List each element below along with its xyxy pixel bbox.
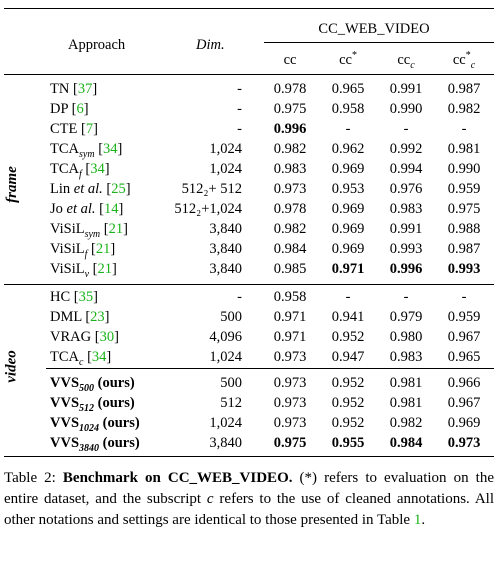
method-name: TN [37]: [50, 81, 98, 97]
method-base-name: TN: [50, 81, 70, 97]
citation-link[interactable]: 21: [97, 261, 113, 277]
header-rule: [4, 74, 494, 75]
dim-value: 3,840: [209, 435, 242, 451]
score-cell: 0.967: [447, 395, 481, 411]
score-cell: 0.979: [389, 309, 423, 325]
score-cell: 0.982: [447, 101, 481, 117]
dim-value: -: [237, 81, 242, 97]
group-label-frame: frame: [3, 166, 20, 203]
top-rule: [4, 8, 494, 9]
column-header-sup: *: [465, 50, 471, 62]
method-base-name: TCA: [50, 349, 79, 365]
score-cell: 0.996: [273, 121, 307, 137]
column-header-sup: *: [351, 50, 357, 62]
caption-bold: Benchmark on CC_WEB_VIDEO.: [62, 470, 293, 486]
dim-value: 512: [220, 395, 242, 411]
method-base-name: VVS: [50, 435, 80, 451]
score-cell: 0.952: [331, 415, 365, 431]
bottom-rule: [4, 456, 494, 457]
score-cell: 0.978: [273, 81, 307, 97]
score-cell: 0.980: [389, 329, 423, 345]
score-cell: 0.969: [331, 161, 365, 177]
score-cell: 0.983: [273, 161, 307, 177]
dim-value: -: [237, 101, 242, 117]
method-name: $TCA_c$ [34]: [50, 349, 112, 368]
column-header-base: cc: [283, 52, 297, 68]
dim-value: 500: [220, 375, 242, 391]
dim-value: 512₂+ 512: [181, 181, 242, 197]
method-name: DP [6]: [50, 101, 89, 117]
method-base-name: DML: [50, 309, 82, 325]
header-dim: Dim.: [196, 37, 225, 53]
column-header-4: [453, 51, 475, 69]
method-suffix: et al.: [66, 201, 96, 217]
method-subscript: c: [79, 356, 84, 368]
score-cell: 0.952: [331, 329, 365, 345]
method-name: [50, 414, 140, 432]
method-name: [50, 434, 140, 452]
dim-value: -: [237, 121, 242, 137]
frame-rule: [4, 284, 494, 285]
score-cell: 0.953: [331, 181, 365, 197]
citation-link[interactable]: 21: [95, 241, 111, 257]
score-cell: 0.973: [273, 181, 307, 197]
score-cell: 0.973: [273, 395, 307, 411]
method-suffix: et al.: [73, 181, 103, 197]
method-name: [50, 394, 135, 412]
citation-link[interactable]: 34: [103, 141, 118, 157]
citation-link[interactable]: 35: [78, 289, 94, 305]
method-subscript: 512: [79, 402, 95, 414]
citation-link[interactable]: 34: [90, 161, 105, 177]
method-base-name: ViSiL: [50, 241, 85, 257]
method-subscript: 3840: [79, 442, 100, 454]
score-cell: 0.965: [331, 81, 365, 97]
score-cell: 0.996: [389, 261, 423, 277]
score-cell: 0.982: [273, 141, 307, 157]
score-cell: 0.969: [447, 415, 481, 431]
score-cell: 0.981: [447, 141, 481, 157]
citation-link[interactable]: 7: [85, 121, 94, 137]
caption-italic: c: [206, 491, 214, 507]
citation-link[interactable]: 6: [76, 101, 84, 117]
method-name: ViSiL$_f$ [21]: [50, 241, 116, 260]
score-cell: 0.962: [331, 141, 365, 157]
score-cell: -: [403, 289, 409, 305]
citation-link[interactable]: 30: [99, 329, 115, 345]
score-cell: 0.990: [389, 101, 423, 117]
score-cell: 0.993: [447, 261, 481, 277]
score-cell: 0.958: [273, 289, 307, 305]
method-base-name: VVS: [50, 415, 80, 431]
score-cell: 0.992: [389, 141, 423, 157]
header-dataset: CC_WEB_VIDEO: [318, 21, 430, 37]
dim-value: 3,840: [209, 221, 242, 237]
score-cell: 0.993: [389, 241, 423, 257]
column-header-base: cc: [452, 52, 466, 68]
score-cell: 0.983: [389, 349, 423, 365]
ours-tag: (ours): [97, 375, 135, 391]
dim-value: 4,096: [209, 329, 242, 345]
method-subscript: sym: [84, 228, 101, 240]
method-base-name: TCA: [50, 141, 79, 157]
column-header-1: [284, 51, 297, 69]
score-cell: 0.975: [273, 435, 307, 451]
score-cell: 0.971: [331, 261, 365, 277]
score-cell: 0.975: [447, 201, 481, 217]
score-cell: 0.965: [447, 349, 481, 365]
method-subscript: 500: [79, 382, 95, 394]
dim-value: 1,024: [209, 415, 242, 431]
score-cell: 0.987: [447, 81, 481, 97]
score-cell: 0.973: [447, 435, 481, 451]
score-cell: 0.981: [389, 375, 423, 391]
citation-link[interactable]: 25: [111, 181, 126, 197]
score-cell: 0.984: [273, 241, 307, 257]
citation-link[interactable]: 21: [108, 221, 124, 237]
column-header-2: [339, 51, 357, 69]
score-cell: 0.941: [331, 309, 365, 325]
method-name: HC [35]: [50, 289, 98, 305]
method-name: $TCA_f$ [34]: [50, 161, 110, 180]
method-subscript: 1024: [79, 422, 100, 434]
caption-end: .: [421, 512, 426, 528]
score-cell: 0.959: [447, 181, 481, 197]
score-cell: 0.978: [273, 201, 307, 217]
score-cell: 0.985: [273, 261, 307, 277]
method-name: VRAG [30]: [50, 329, 119, 345]
caption-table-ref[interactable]: 1: [413, 512, 422, 528]
score-cell: 0.982: [389, 415, 423, 431]
column-header-sub: c: [410, 59, 415, 71]
score-cell: -: [461, 289, 467, 305]
score-cell: 0.988: [447, 221, 481, 237]
method-name: ViSiL$_{sym}$ [21]: [50, 221, 128, 240]
group-label-video: video: [3, 350, 20, 383]
method-name: [50, 374, 135, 392]
column-header-base: cc: [339, 52, 352, 68]
ours-rule: [46, 368, 494, 369]
score-cell: 0.991: [389, 221, 423, 237]
method-base-name: VVS: [50, 375, 80, 391]
score-cell: 0.969: [331, 201, 365, 217]
ours-tag: (ours): [102, 435, 140, 451]
score-cell: 0.973: [273, 375, 307, 391]
method-name: $TCA_{sym}$ [34]: [50, 141, 123, 160]
score-cell: 0.975: [273, 101, 307, 117]
dim-value: 1,024: [209, 141, 242, 157]
score-cell: -: [345, 289, 351, 305]
method-base-name: CTE: [50, 121, 78, 137]
score-cell: 0.947: [331, 349, 365, 365]
score-cell: 0.973: [273, 415, 307, 431]
method-base-name: Jo: [50, 201, 63, 217]
method-base-name: VVS: [50, 395, 80, 411]
method-subscript: f: [79, 168, 82, 180]
method-name: CTE [7]: [50, 121, 98, 137]
method-base-name: TCA: [50, 161, 79, 177]
dim-value: 3,840: [209, 261, 242, 277]
citation-link[interactable]: 14: [104, 201, 119, 217]
method-base-name: ViSiL: [50, 221, 85, 237]
citation-link[interactable]: 34: [91, 349, 107, 365]
method-subscript: v: [84, 268, 90, 280]
dim-value: -: [237, 289, 242, 305]
method-base-name: DP: [50, 101, 68, 117]
method-name: DML [23]: [50, 309, 110, 325]
score-cell: 0.969: [331, 241, 365, 257]
dataset-underline: [264, 42, 494, 43]
dim-value: 1,024: [209, 349, 242, 365]
table-caption: [4, 468, 494, 531]
score-cell: -: [345, 121, 351, 137]
score-cell: 0.982: [273, 221, 307, 237]
score-cell: 0.973: [273, 349, 307, 365]
score-cell: 0.983: [389, 201, 423, 217]
column-header-3: [397, 51, 414, 69]
score-cell: 0.981: [389, 395, 423, 411]
score-cell: 0.984: [389, 435, 423, 451]
score-cell: 0.967: [447, 329, 481, 345]
score-cell: 0.952: [331, 375, 365, 391]
score-cell: 0.959: [447, 309, 481, 325]
score-cell: 0.958: [331, 101, 365, 117]
score-cell: -: [461, 121, 467, 137]
caption-rest-2: refers to the use of cleaned annotations. All other notations and settings are identical to those presented in Table: [4, 491, 494, 528]
citation-link[interactable]: 23: [90, 309, 105, 325]
dim-value: 1,024: [209, 161, 242, 177]
score-cell: 0.955: [331, 435, 365, 451]
dim-value: 500: [220, 309, 242, 325]
method-subscript: sym: [79, 148, 95, 160]
column-header-sub: c: [470, 59, 476, 71]
method-base-name: ViSiL: [50, 261, 85, 277]
dim-value: 512₂+1,024: [174, 201, 242, 217]
ours-tag: (ours): [102, 415, 140, 431]
caption-rest-1: (*) refers to evaluation on the entire dataset, and the subscript: [4, 470, 494, 507]
score-cell: 0.990: [447, 161, 481, 177]
score-cell: 0.966: [447, 375, 481, 391]
dim-value: 3,840: [209, 241, 242, 257]
score-cell: -: [403, 121, 409, 137]
method-base-name: Lin: [50, 181, 71, 197]
score-cell: 0.971: [273, 309, 307, 325]
ours-tag: (ours): [97, 395, 135, 411]
method-subscript: f: [84, 248, 88, 260]
method-name: Jo et al. [14]: [50, 201, 124, 217]
method-base-name: VRAG: [50, 329, 92, 345]
score-cell: 0.952: [331, 395, 365, 411]
method-base-name: HC: [50, 289, 71, 305]
method-name: Lin et al. [25]: [50, 181, 131, 197]
score-cell: 0.971: [273, 329, 307, 345]
score-cell: 0.991: [389, 81, 423, 97]
method-name: ViSiL$_v$ [21]: [50, 261, 117, 280]
score-cell: 0.976: [389, 181, 423, 197]
score-cell: 0.987: [447, 241, 481, 257]
citation-link[interactable]: 37: [77, 81, 93, 97]
column-header-base: cc: [397, 52, 411, 68]
score-cell: 0.994: [389, 161, 423, 177]
caption-prefix: Table 2:: [4, 470, 63, 486]
score-cell: 0.969: [331, 221, 365, 237]
header-approach: Approach: [68, 37, 126, 53]
